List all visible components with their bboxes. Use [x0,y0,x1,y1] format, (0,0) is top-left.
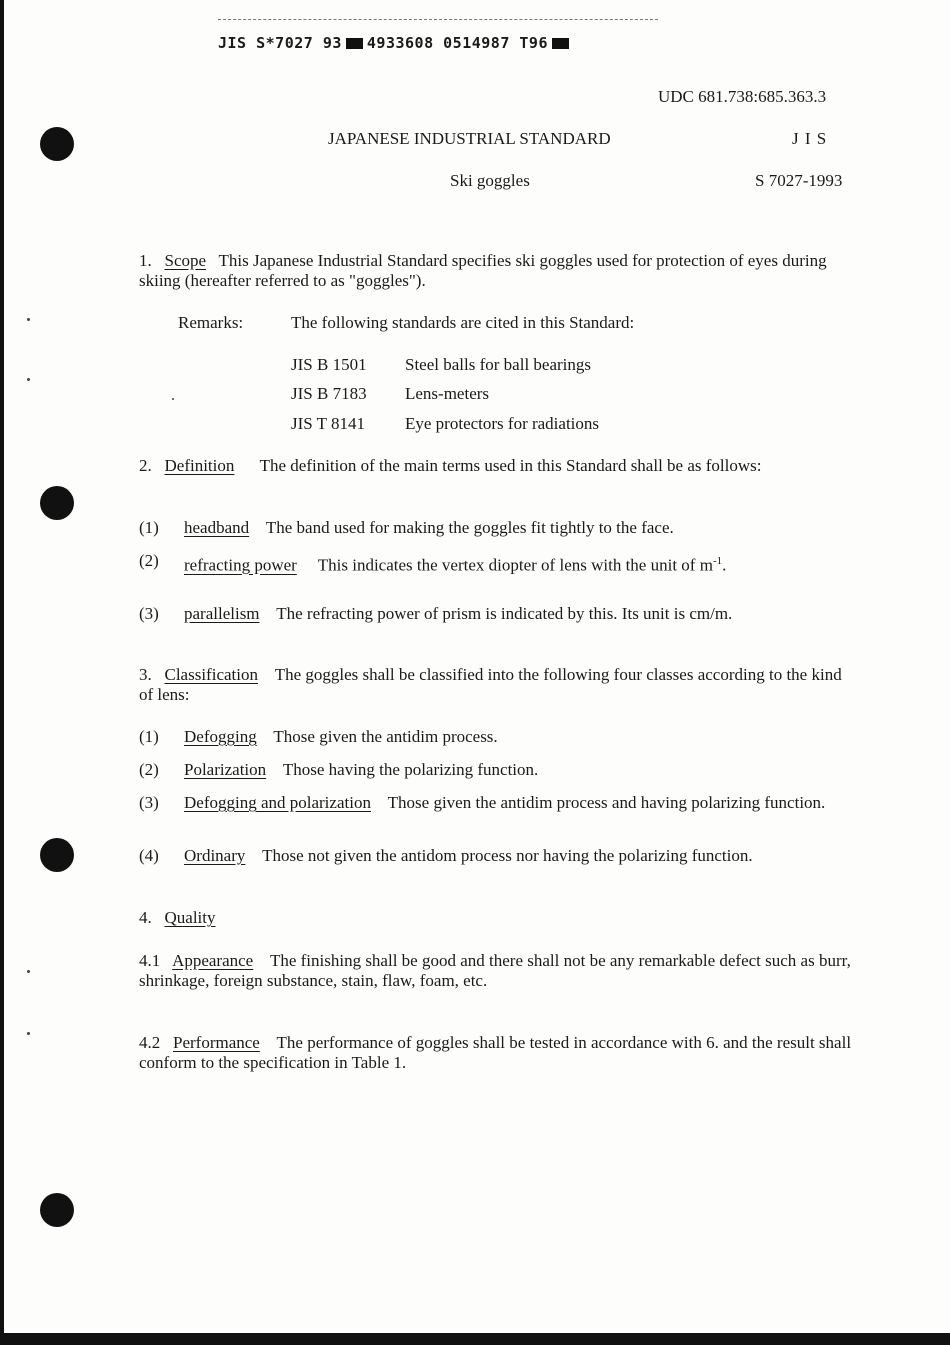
code-right: 4933608 0514987 T96 [366,34,548,52]
list-number: (1) [139,518,159,537]
term: Polarization [184,760,267,779]
ref-title: Lens-meters [405,384,490,403]
scope-text: This Japanese Industrial Standard specifies ski goggles used for protection of eyes during skiing (hereafter referred to as "goggles"). [139,251,827,290]
classification-text: The goggles shall be classified into the following four classes according to the kind of lens: [139,665,842,704]
remarks-label: Remarks: [178,313,244,332]
standard-name: JAPANESE INDUSTRIAL STANDARD [328,129,611,148]
term: refracting power [184,555,297,575]
ref-title: Steel balls for ball bearings [405,355,592,374]
speck [27,378,30,381]
standard-number: S 7027-1993 [755,171,843,190]
list-number: (3) [139,604,159,623]
class-item-defogging-polarization: Defogging and polarization Those given the antidim process and having polarizing function. [184,793,826,812]
remarks-intro: The following standards are cited in this Standard: [291,313,635,332]
quality-heading: Quality [164,908,216,927]
punch-hole-icon [40,838,74,872]
list-number: (2) [139,760,159,779]
performance-section: 4.2 Performance The performance of goggles shall be tested in accordance with 6. and the result shall conform to the specification in Table 1. [139,1033,852,1072]
term: headband [184,518,250,537]
punch-hole-icon [40,486,74,520]
header-dashed-line [218,19,658,20]
term: Defogging [184,727,257,746]
scope-section: 1. Scope This Japanese Industrial Standard specifies ski goggles used for protection of eyes during skiing (hereafter referred to as "goggles"). [139,251,827,290]
speck [172,398,174,400]
definition-heading: Definition [164,456,235,475]
class-item-ordinary: Ordinary Those not given the antidom process nor having the polarizing function. [184,846,753,865]
black-block-icon [346,38,363,49]
ref-code: JIS T 8141 [291,414,366,433]
performance-heading: Performance [173,1033,260,1052]
speck [27,970,30,973]
term: Ordinary [184,846,246,865]
definition-item-refracting-power: refracting power This indicates the vertex diopter of lens with the unit of $m^{-1}$. [184,555,727,575]
ref-title: Eye protectors for radiations [405,414,600,433]
scan-edge-bottom [0,1333,950,1345]
speck [27,1032,30,1035]
appearance-section: 4.1 Appearance The finishing shall be good and there shall not be any remarkable defect such as burr, shrinkage, foreign substance, stain, flaw, foam, etc. [139,951,851,990]
quality-section: 4. Quality [139,908,216,927]
scope-heading: Scope [164,251,207,270]
punch-hole-icon [40,1193,74,1227]
definition-text: The definition of the main terms used in this Standard shall be as follows: [259,456,762,475]
definition-item-headband: headband The band used for making the goggles fit tightly to the face. [184,518,674,537]
term: Defogging and polarization [184,793,371,812]
classification-heading: Classification [164,665,258,684]
appearance-text: The finishing shall be good and there shall not be any remarkable defect such as burr, shrinkage, foreign substance, stain, flaw, foam, etc. [139,951,851,990]
speck [27,318,30,321]
definition-section: 2. Definition The definition of the main terms used in this Standard shall be as follows: [139,456,762,475]
document-code [218,33,573,53]
ref-code: JIS B 7183 [291,384,367,403]
list-number: (2) [139,551,159,570]
ref-code: JIS B 1501 [291,355,367,374]
code-left: JIS S*7027 93 [218,34,342,52]
punch-hole-icon [40,127,74,161]
term: parallelism [184,604,260,623]
classification-section: 3. Classification The goggles shall be classified into the following four classes according to the kind of lens: [139,665,842,704]
class-item-defogging: Defogging Those given the antidim process. [184,727,498,746]
list-number: (4) [139,846,159,865]
udc-number: UDC 681.738:685.363.3 [658,87,827,106]
black-block-icon [552,38,569,49]
list-number: (3) [139,793,159,812]
definition-item-parallelism: parallelism The refracting power of prism is indicated by this. Its unit is cm/m. [184,604,733,623]
page-title: Ski goggles [450,171,530,190]
scan-edge-left [0,0,4,1345]
class-item-polarization: Polarization Those having the polarizing function. [184,760,539,779]
performance-text: The performance of goggles shall be tested in accordance with 6. and the result shall conform to the specification in Table 1. [139,1033,852,1072]
appearance-heading: Appearance [172,951,254,970]
list-number: (1) [139,727,159,746]
jis-mark: J I S [792,129,828,148]
